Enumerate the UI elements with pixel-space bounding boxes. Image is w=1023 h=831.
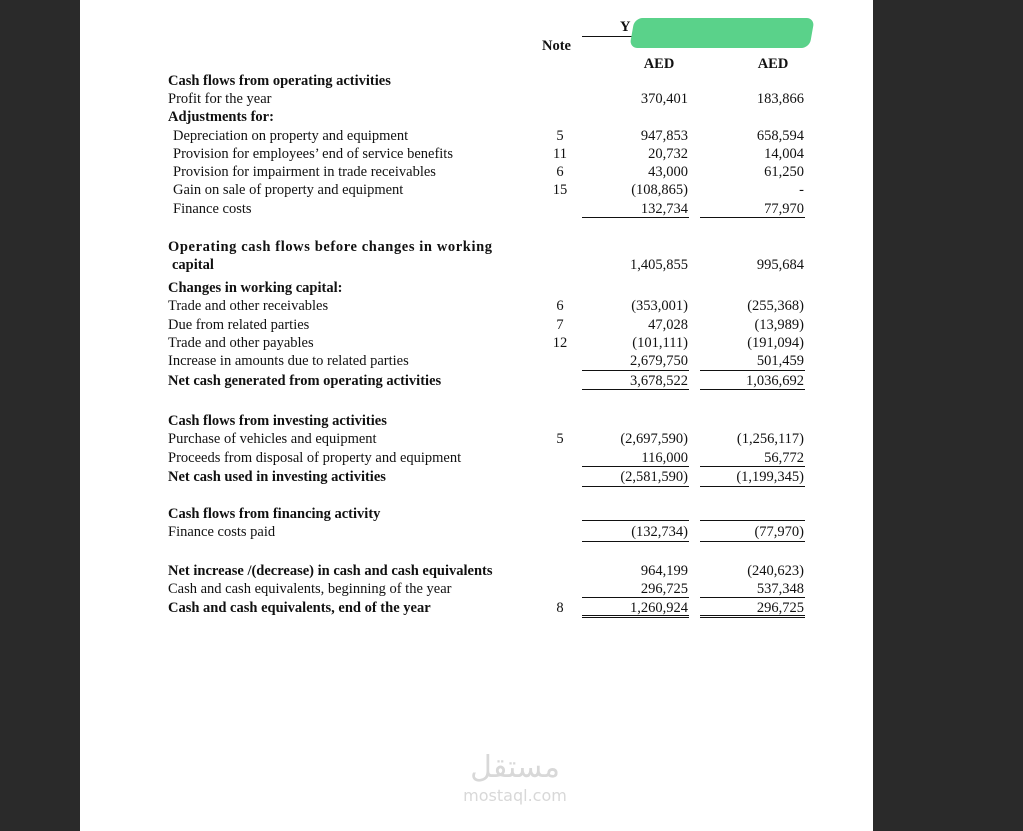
row-note: 12 xyxy=(552,335,568,351)
row-value-2: (191,094) xyxy=(747,335,804,351)
investing-title: Cash flows from investing activities xyxy=(168,413,387,429)
row-label: Provision for employees’ end of service benefits xyxy=(173,146,453,162)
note-column-header: Note xyxy=(542,38,571,54)
total-rule xyxy=(700,486,805,487)
total-rule xyxy=(700,541,805,542)
subtotal-rule xyxy=(700,466,805,467)
row-note: 15 xyxy=(552,182,568,198)
redaction-mark xyxy=(629,18,814,48)
begin-value-1: 296,725 xyxy=(640,581,688,597)
net-change-value-1: 964,199 xyxy=(640,563,688,579)
statement-page xyxy=(80,0,873,831)
begin-value-2: 537,348 xyxy=(756,581,804,597)
row-label: Depreciation on property and equipment xyxy=(173,128,409,144)
row-value-1: (2,697,590) xyxy=(620,431,688,447)
total-rule xyxy=(582,389,689,390)
row-value-2: (13,989) xyxy=(754,317,804,333)
row-note: 7 xyxy=(556,317,564,333)
row-label: Gain on sale of property and equipment xyxy=(173,182,404,198)
row-value-2: 14,004 xyxy=(764,146,804,162)
total-rule xyxy=(582,541,689,542)
before-wc-value-2: 995,684 xyxy=(756,257,804,273)
col2-currency: AED xyxy=(757,56,789,72)
subtotal-rule xyxy=(582,217,689,218)
row-value-1: 43,000 xyxy=(648,164,688,180)
watermark-arabic: مستقل xyxy=(470,750,560,785)
investing-net-label: Net cash used in investing activities xyxy=(168,469,386,485)
subtotal-rule xyxy=(582,466,689,467)
total-rule xyxy=(700,389,805,390)
subtotal-rule xyxy=(582,370,689,371)
row-label: Provision for impairment in trade receivables xyxy=(173,164,436,180)
row-value-2: 658,594 xyxy=(756,128,804,144)
investing-net-value-2: (1,199,345) xyxy=(736,469,804,485)
watermark-logo xyxy=(450,750,580,806)
operating-net-value-2: 1,036,692 xyxy=(746,373,804,389)
total-rule xyxy=(582,486,689,487)
profit-value-1: 370,401 xyxy=(640,91,688,107)
begin-label: Cash and cash equivalents, beginning of the year xyxy=(168,581,452,597)
end-label: Cash and cash equivalents, end of the year xyxy=(168,600,431,616)
end-value-2: 296,725 xyxy=(756,600,804,616)
row-value-2: (255,368) xyxy=(747,298,804,314)
row-value-1: 47,028 xyxy=(648,317,688,333)
grand-total-rule xyxy=(582,615,689,618)
subtotal-rule xyxy=(700,520,805,521)
row-note: 6 xyxy=(556,164,564,180)
col1-currency: AED xyxy=(643,56,675,72)
operating-title: Cash flows from operating activities xyxy=(168,73,391,89)
row-value-2: (1,256,117) xyxy=(736,431,804,447)
net-change-label: Net increase /(decrease) in cash and cash equivalents xyxy=(168,563,493,579)
profit-value-2: 183,866 xyxy=(756,91,804,107)
row-value-1: (101,111) xyxy=(632,335,688,351)
profit-label: Profit for the year xyxy=(168,91,272,107)
row-value-2: 501,459 xyxy=(756,353,804,369)
row-value-1: 947,853 xyxy=(640,128,688,144)
grand-total-rule xyxy=(700,615,805,618)
row-label: Finance costs xyxy=(173,201,252,217)
row-label: Purchase of vehicles and equipment xyxy=(168,431,377,447)
adjustments-label: Adjustments for: xyxy=(168,109,274,125)
row-note: 5 xyxy=(556,128,564,144)
row-value-2: - xyxy=(799,182,804,198)
subtotal-rule xyxy=(700,370,805,371)
end-note: 8 xyxy=(556,600,564,616)
financing-row-label: Finance costs paid xyxy=(168,524,276,540)
before-wc-label-cont: capital xyxy=(172,257,214,273)
row-value-2: 61,250 xyxy=(764,164,804,180)
row-note: 6 xyxy=(556,298,564,314)
financing-title: Cash flows from financing activity xyxy=(168,506,381,522)
row-value-2: 77,970 xyxy=(764,201,804,217)
watermark-latin: mostaql.com xyxy=(463,786,567,805)
row-value-1: (353,001) xyxy=(631,298,688,314)
operating-net-label: Net cash generated from operating activities xyxy=(168,373,442,389)
row-note: 5 xyxy=(556,431,564,447)
subtotal-rule xyxy=(582,520,689,521)
net-change-value-2: (240,623) xyxy=(747,563,804,579)
before-wc-label: Operating cash flows before changes in working xyxy=(168,239,493,255)
row-label: Trade and other receivables xyxy=(168,298,329,314)
end-value-1: 1,260,924 xyxy=(630,600,688,616)
wc-label: Changes in working capital: xyxy=(168,280,343,296)
financing-row-value-1: (132,734) xyxy=(631,524,688,540)
row-value-1: 116,000 xyxy=(641,450,688,466)
row-value-1: (108,865) xyxy=(631,182,688,198)
row-label: Proceeds from disposal of property and equipment xyxy=(168,450,462,466)
row-value-1: 132,734 xyxy=(640,201,688,217)
financing-row-value-2: (77,970) xyxy=(754,524,804,540)
subtotal-rule xyxy=(700,597,805,598)
subtotal-rule xyxy=(582,597,689,598)
operating-net-value-1: 3,678,522 xyxy=(630,373,688,389)
row-value-2: 56,772 xyxy=(764,450,804,466)
row-label: Due from related parties xyxy=(168,317,310,333)
row-value-1: 2,679,750 xyxy=(630,353,688,369)
row-value-1: 20,732 xyxy=(648,146,688,162)
row-note: 11 xyxy=(553,146,567,162)
row-label: Increase in amounts due to related parties xyxy=(168,353,409,369)
year-heading: Y xyxy=(620,19,631,35)
investing-net-value-1: (2,581,590) xyxy=(620,469,688,485)
subtotal-rule xyxy=(700,217,805,218)
before-wc-value-1: 1,405,855 xyxy=(630,257,688,273)
row-label: Trade and other payables xyxy=(168,335,314,351)
